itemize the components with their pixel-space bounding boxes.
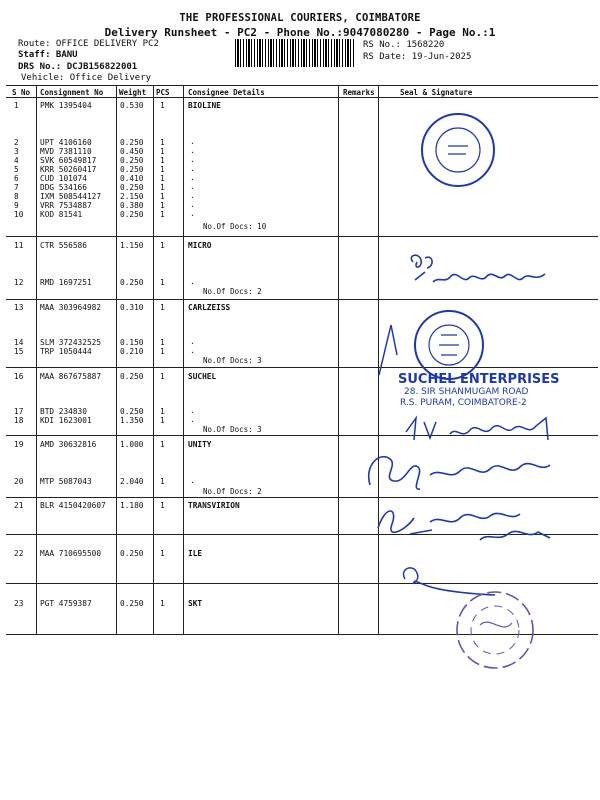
row-sno: 10 xyxy=(14,210,24,219)
row-sno: 14 xyxy=(14,338,24,347)
row-consignment: TRP 1050444 xyxy=(40,347,92,356)
table-top-rule xyxy=(6,85,598,86)
row-pcs: 1 xyxy=(160,549,165,558)
row-weight: 0.250 xyxy=(120,210,144,219)
docs-count: No.Of Docs: 2 xyxy=(203,487,262,496)
col-rule xyxy=(153,85,154,635)
row-weight: 0.250 xyxy=(120,138,144,147)
row-consignment: RMD 1697251 xyxy=(40,278,92,287)
table-header-rule xyxy=(6,97,598,98)
group-rule xyxy=(6,299,598,300)
drs-label: DRS No.: DCJB156822001 xyxy=(18,62,138,72)
row-consignment: PGT 4759387 xyxy=(40,599,92,608)
row-weight: 1.180 xyxy=(120,501,144,510)
row-sno: 19 xyxy=(14,440,24,449)
consignee-dot: . xyxy=(190,155,195,164)
row-weight: 0.250 xyxy=(120,156,144,165)
col-rule xyxy=(116,85,117,635)
row-sno: 5 xyxy=(14,165,19,174)
col-consignment: Consignment No xyxy=(40,88,104,97)
row-pcs: 1 xyxy=(160,477,165,486)
row-consignment: CUD 101074 xyxy=(40,174,87,183)
consignee-dot: . xyxy=(190,200,195,209)
row-pcs: 1 xyxy=(160,440,165,449)
row-sno: 16 xyxy=(14,372,24,381)
col-rule xyxy=(338,85,339,635)
row-pcs: 1 xyxy=(160,338,165,347)
suchel-stamp xyxy=(398,373,578,409)
row-pcs: 1 xyxy=(160,416,165,425)
bioline-stamp xyxy=(418,110,498,190)
row-weight: 0.530 xyxy=(120,101,144,110)
consignee-name: UNITY xyxy=(188,440,212,449)
row-weight: 1.350 xyxy=(120,416,144,425)
row-pcs: 1 xyxy=(160,278,165,287)
docs-count: No.Of Docs: 3 xyxy=(203,356,262,365)
row-consignment: UPT 4106160 xyxy=(40,138,92,147)
docs-count: No.Of Docs: 3 xyxy=(203,425,262,434)
row-weight: 0.250 xyxy=(120,549,144,558)
consignee-dot: . xyxy=(190,415,195,424)
row-pcs: 1 xyxy=(160,138,165,147)
row-pcs: 1 xyxy=(160,210,165,219)
row-sno: 2 xyxy=(14,138,19,147)
handwritten-phone-2 xyxy=(400,412,560,446)
row-pcs: 1 xyxy=(160,303,165,312)
row-consignment: VRR 7534887 xyxy=(40,201,92,210)
consignee-name: TRANSVIRION xyxy=(188,501,240,510)
row-consignment: KRR 50260417 xyxy=(40,165,97,174)
row-weight: 1.150 xyxy=(120,241,144,250)
col-rule xyxy=(183,85,184,635)
row-sno: 21 xyxy=(14,501,24,510)
barcode xyxy=(235,39,355,67)
row-pcs: 1 xyxy=(160,241,165,250)
row-pcs: 1 xyxy=(160,156,165,165)
row-weight: 0.380 xyxy=(120,201,144,210)
group-rule xyxy=(6,367,598,368)
handwritten-signature-phone-3 xyxy=(360,445,560,505)
row-sno: 23 xyxy=(14,599,24,608)
row-sno: 13 xyxy=(14,303,24,312)
row-consignment: PMK 1395404 xyxy=(40,101,92,110)
row-weight: 0.150 xyxy=(120,338,144,347)
consignee-name: ILE xyxy=(188,549,203,558)
row-consignment: SVK 60549817 xyxy=(40,156,97,165)
row-sno: 4 xyxy=(14,156,19,165)
row-sno: 15 xyxy=(14,347,24,356)
row-sno: 6 xyxy=(14,174,19,183)
rs-no-label: RS No.: 1568220 xyxy=(363,40,445,50)
row-pcs: 1 xyxy=(160,201,165,210)
row-consignment: BTD 234830 xyxy=(40,407,87,416)
consignee-name: CARLZEISS xyxy=(188,303,231,312)
row-pcs: 1 xyxy=(160,165,165,174)
handwritten-signature-phone-4 xyxy=(370,500,570,550)
consignee-dot: . xyxy=(190,337,195,346)
row-sno: 3 xyxy=(14,147,19,156)
row-weight: 0.450 xyxy=(120,147,144,156)
handwritten-phone-1 xyxy=(405,250,555,290)
row-consignment: MAA 710695500 xyxy=(40,549,102,558)
consignee-dot: . xyxy=(190,191,195,200)
row-weight: 0.250 xyxy=(120,372,144,381)
col-consignee: Consignee Details xyxy=(188,88,265,97)
row-consignment: KDI 1623001 xyxy=(40,416,92,425)
row-pcs: 1 xyxy=(160,192,165,201)
row-weight: 2.150 xyxy=(120,192,144,201)
docs-count: No.Of Docs: 10 xyxy=(203,222,267,231)
row-pcs: 1 xyxy=(160,174,165,183)
consignee-dot: . xyxy=(190,406,195,415)
consignee-dot: . xyxy=(190,476,195,485)
runsheet-title: Delivery Runsheet - PC2 - Phone No.:9047080280 - Page No.:1 xyxy=(104,26,496,39)
row-sno: 17 xyxy=(14,407,24,416)
row-weight: 0.410 xyxy=(120,174,144,183)
row-sno: 22 xyxy=(14,549,24,558)
row-sno: 9 xyxy=(14,201,19,210)
row-consignment: DDG 534166 xyxy=(40,183,87,192)
row-sno: 20 xyxy=(14,477,24,486)
col-sno: S No xyxy=(12,88,31,97)
row-consignment: MVD 7381110 xyxy=(40,147,92,156)
consignee-name: SUCHEL xyxy=(188,372,217,381)
col-pcs: PCS xyxy=(156,88,170,97)
suchel-stamp-addr2: R.S. PURAM, COIMBATORE-2 xyxy=(400,398,527,408)
consignee-dot: . xyxy=(190,182,195,191)
row-pcs: 1 xyxy=(160,501,165,510)
consignee-name: SKT xyxy=(188,599,203,608)
consignee-dot: . xyxy=(190,346,195,355)
row-pcs: 1 xyxy=(160,407,165,416)
consignee-name: BIOLINE xyxy=(188,101,221,110)
row-sno: 8 xyxy=(14,192,19,201)
rs-date-label: RS Date: 19-Jun-2025 xyxy=(363,52,472,62)
row-consignment: MTP 5087043 xyxy=(40,477,92,486)
row-weight: 0.210 xyxy=(120,347,144,356)
docs-count: No.Of Docs: 2 xyxy=(203,287,262,296)
row-weight: 1.000 xyxy=(120,440,144,449)
row-weight: 0.250 xyxy=(120,183,144,192)
row-weight: 0.250 xyxy=(120,599,144,608)
row-consignment: CTR 556586 xyxy=(40,241,87,250)
row-weight: 0.250 xyxy=(120,407,144,416)
col-remarks: Remarks xyxy=(343,88,375,97)
row-pcs: 1 xyxy=(160,183,165,192)
staff-label: Staff: BANU xyxy=(18,50,78,60)
row-consignment: BLR 4150420607 xyxy=(40,501,106,510)
row-consignment: AMD 30632816 xyxy=(40,440,97,449)
col-weight: Weight xyxy=(119,88,147,97)
row-pcs: 1 xyxy=(160,101,165,110)
row-sno: 11 xyxy=(14,241,24,250)
row-consignment: MAA 303964982 xyxy=(40,303,102,312)
suchel-stamp-addr1: 28. SIR SHANMUGAM ROAD xyxy=(404,387,529,397)
consignee-dot: . xyxy=(190,173,195,182)
consignee-dot: . xyxy=(190,277,195,286)
consignee-dot: . xyxy=(190,209,195,218)
col-rule xyxy=(36,85,37,635)
group-rule xyxy=(6,236,598,237)
row-pcs: 1 xyxy=(160,372,165,381)
row-pcs: 1 xyxy=(160,347,165,356)
route-label: Route: OFFICE DELIVERY PC2 xyxy=(18,39,159,49)
skt-stamp xyxy=(450,585,540,675)
row-sno: 1 xyxy=(14,101,19,110)
row-sno: 18 xyxy=(14,416,24,425)
row-consignment: IXM 508544127 xyxy=(40,192,102,201)
consignee-dot: . xyxy=(190,164,195,173)
vehicle-label: Vehicle: Office Delivery xyxy=(21,73,152,83)
company-title: THE PROFESSIONAL COURIERS, COIMBATORE xyxy=(179,12,421,24)
col-seal: Seal & Signature xyxy=(400,88,473,97)
consignee-dot: . xyxy=(190,146,195,155)
row-weight: 2.040 xyxy=(120,477,144,486)
row-weight: 0.250 xyxy=(120,278,144,287)
suchel-stamp-name: SUCHEL ENTERPRISES xyxy=(398,372,560,387)
row-weight: 0.250 xyxy=(120,165,144,174)
row-pcs: 1 xyxy=(160,599,165,608)
consignee-name: MICRO xyxy=(188,241,212,250)
consignee-dot: . xyxy=(190,137,195,146)
group-rule xyxy=(6,583,598,584)
row-consignment: KOD 81541 xyxy=(40,210,83,219)
row-consignment: MAA 867675887 xyxy=(40,372,102,381)
row-weight: 0.310 xyxy=(120,303,144,312)
row-consignment: SLM 372432525 xyxy=(40,338,102,347)
row-sno: 12 xyxy=(14,278,24,287)
row-pcs: 1 xyxy=(160,147,165,156)
row-sno: 7 xyxy=(14,183,19,192)
